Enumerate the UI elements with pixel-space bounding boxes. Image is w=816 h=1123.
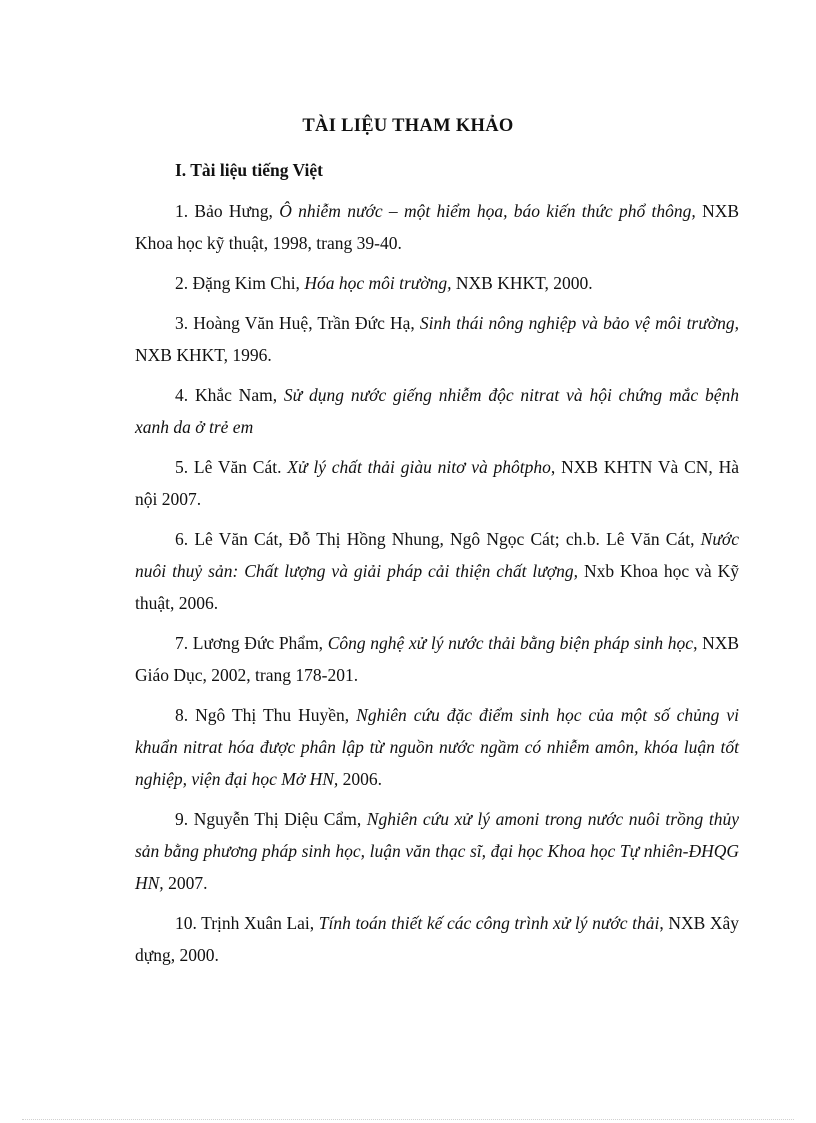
reference-item — [135, 451, 739, 515]
reference-authors: 3. Hoàng Văn Huệ, Trần Đức Hạ, — [175, 313, 420, 333]
section-heading: I. Tài liệu tiếng Việt — [175, 160, 323, 180]
reference-publisher: , NXB Xây dựng, 2000. — [135, 913, 740, 965]
reference-item — [135, 195, 739, 259]
reference-item — [135, 699, 739, 795]
reference-work-title: Xử lý chất thải giàu nitơ và phôtpho — [287, 457, 551, 477]
reference-authors: 1. Bảo Hưng, — [175, 201, 280, 221]
reference-publisher: , NXB KHTN Và CN, Hà nội 2007. — [135, 457, 739, 509]
reference-work-title: Ô nhiễm nước – một hiểm họa, báo kiến thức phổ thông, — [279, 201, 696, 221]
reference-work-title: Nghiên cứu đặc điểm sinh học của một số chủng vi khuẩn nitrat hóa được phân lập từ nguồn nước ngầm có nhiễm amôn, khóa luận tốt nghiệp, viện đại học Mở HN, — [135, 705, 740, 789]
reference-item — [135, 267, 739, 299]
reference-authors: 9. Nguyễn Thị Diệu Cẩm, — [175, 809, 367, 829]
reference-publisher: Nxb Khoa học và Kỹ thuật, 2006. — [135, 561, 739, 613]
reference-work-title: Nghiên cứu xử lý amoni trong nước nuôi trồng thủy sản bằng phương pháp sinh học, luận văn thạc sĩ, đại học Khoa học Tự nhiên-ĐHQG HN, — [135, 809, 739, 893]
reference-item — [135, 523, 739, 619]
reference-work-title: Sinh thái nông nghiệp và bảo vệ môi trường, — [419, 313, 739, 333]
reference-authors: 2. Đặng Kim Chi, — [175, 273, 305, 293]
reference-item — [135, 907, 739, 971]
reference-publisher: 2007. — [163, 873, 208, 893]
reference-list — [135, 195, 739, 979]
reference-item — [135, 803, 739, 899]
reference-authors: 10. Trịnh Xuân Lai, — [175, 913, 319, 933]
reference-work-title: Sử dụng nước giếng nhiễm độc nitrat và hội chứng mắc bệnh xanh da ở trẻ em — [135, 385, 739, 437]
page-bottom-divider — [22, 1119, 794, 1120]
reference-item — [135, 379, 739, 443]
reference-publisher: , NXB Giáo Dục, 2002, trang 178-201. — [135, 633, 740, 685]
reference-work-title: Hóa học môi trường, — [304, 273, 452, 293]
reference-publisher: NXB KHKT, 2000. — [451, 273, 593, 293]
reference-work-title: Tính toán thiết kế các công trình xử lý nước thải — [318, 913, 660, 933]
reference-publisher: NXB KHKT, 1996. — [135, 345, 272, 365]
reference-work-title: Công nghệ xử lý nước thải bằng biện pháp sinh học — [327, 633, 694, 653]
reference-authors: 8. Ngô Thị Thu Huyền, — [175, 705, 357, 725]
reference-authors: 4. Khắc Nam, — [175, 385, 284, 405]
reference-publisher: 2006. — [338, 769, 383, 789]
reference-work-title: Nước nuôi thuỷ sản: Chất lượng và giải pháp cải thiện chất lượng, — [135, 529, 739, 581]
reference-item — [135, 307, 739, 371]
reference-authors: 7. Lương Đức Phẩm, — [175, 633, 328, 653]
reference-authors: 6. Lê Văn Cát, Đỗ Thị Hồng Nhung, Ngô Ngọc Cát; ch.b. Lê Văn Cát, — [175, 529, 701, 549]
reference-item — [135, 627, 739, 691]
page-title: TÀI LIỆU THAM KHẢO — [302, 116, 514, 136]
reference-authors: 5. Lê Văn Cát. — [175, 457, 288, 477]
reference-publisher: NXB Khoa học kỹ thuật, 1998, trang 39-40. — [135, 201, 740, 253]
